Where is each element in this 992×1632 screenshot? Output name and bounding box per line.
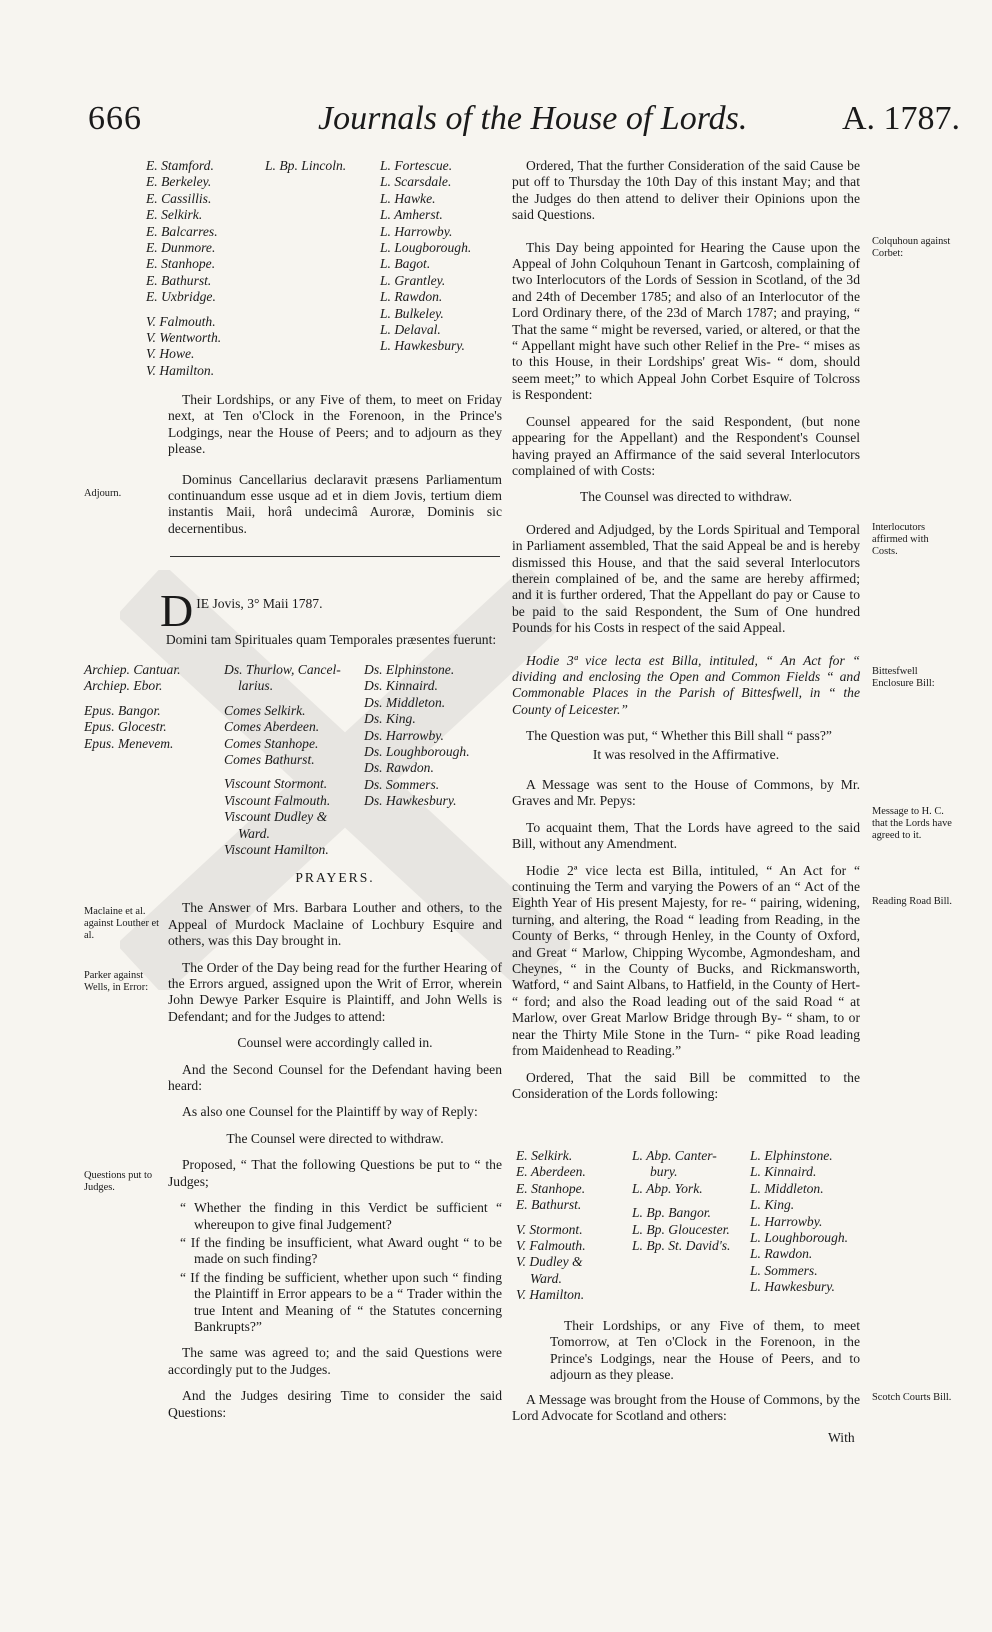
peer-name: Viscount Stormont.: [224, 776, 328, 792]
present-col-1: [84, 662, 224, 752]
withdraw-2: The Counsel was directed to withdraw.: [579, 489, 793, 505]
prayers-heading: PRAYERS.: [295, 870, 375, 885]
peer-name: V. Dudley &: [516, 1254, 583, 1270]
drop-cap: D: [160, 585, 194, 636]
peer-name: L. Grantley.: [380, 272, 446, 288]
peer-name: Ds. King.: [364, 711, 416, 727]
message-brought-block: [512, 1392, 860, 1435]
peer-name: L. Delaval.: [380, 322, 441, 338]
peer-name: E. Stamford.: [146, 158, 214, 173]
peer-name: L. Hawke.: [380, 190, 436, 206]
reading-text: Hodie 2ª vice lecta est Billa, intituled, “ An Act for “ continuing the Term and varying the Powers of an “ Act of the Eighth Year of His present Majesty, for re- “ pairing, widening, turning, and altering, the Road “ leading from Reading, in the County of Berks, “ through Henley, in the County of Oxford, and Great “ Marlow, Chipping Wycombe, Agmondesham, and Cheynes, “ in the County of Bucks, and Rickmansworth, Watford, “ and Saint Albans, to Hatfield, in the County of Hert- “ ford; and also the Road leading out of the said Road “ at Marlow, over Great Marlow Bridge through By- “ sham, to or near the Thirty Mile Stone in the Turn- “ pike Road leading from Maidenhead to Reading.”: [512, 862, 860, 1059]
judges-time: And the Judges desiring Time to consider the said Questions:: [168, 1388, 502, 1420]
peer-name: E. Berkeley.: [146, 174, 212, 190]
peer-name: E. Aberdeen.: [516, 1164, 586, 1180]
peer-name: L. Abp. Canter-: [632, 1148, 717, 1163]
peer-name: L. Sommers.: [750, 1262, 818, 1278]
peer-name: Viscount Falmouth.: [224, 792, 331, 808]
peer-name: Ward.: [530, 1270, 562, 1286]
committee2-meeting: Their Lordships, or any Five of them, to meet Tomorrow, at Ten o'Clock in the Forenoon, in the Prince's Lodgings, near the House of Peers, and to adjourn as they please.: [550, 1318, 860, 1383]
peer-name: L. Middleton.: [750, 1180, 824, 1196]
peer-name: Ds. Loughborough.: [364, 744, 470, 760]
maclaine-text: The Answer of Mrs. Barbara Louther and others, to the Appeal of Murdock Maclaine of Lochbury Esquire and others, was this Day brought in.: [168, 900, 502, 949]
date-heading: [160, 585, 502, 648]
peer-name: E. Balcarres.: [146, 223, 218, 239]
peer-name: Epus. Menevem.: [84, 735, 174, 751]
peer-name: Ds. Sommers.: [364, 776, 440, 792]
counsel-called: Counsel were accordingly called in.: [237, 1035, 433, 1051]
peer-name: L. Fortescue.: [380, 158, 453, 173]
withdraw-1: The Counsel were directed to withdraw.: [226, 1130, 444, 1146]
peer-name: V. Falmouth.: [146, 313, 216, 329]
ordered-further: Ordered, That the further Consideration of the said Cause be put off to Thursday the 10th Day of this instant May; and that the Judges do then attend to deliver their Opinions upon the said Questions.: [512, 158, 860, 223]
peer-name: L. Bulkeley.: [380, 305, 444, 321]
peer-name: L. Harrowby.: [380, 223, 453, 239]
peer-name: E. Selkirk.: [516, 1148, 573, 1163]
left-text-upper: [168, 392, 502, 547]
reply-counsel: As also one Counsel for the Plaintiff by way of Reply:: [182, 1104, 478, 1120]
margin-note-interlocutors: Interlocutors affirmed with Costs.: [872, 522, 929, 557]
peer-name: V. Falmouth.: [516, 1238, 586, 1254]
agreed: The same was agreed to; and the said Questions were accordingly put to the Judges.: [168, 1345, 502, 1377]
peer-name: V. Wentworth.: [146, 330, 222, 346]
year: A. 1787.: [842, 100, 961, 137]
peer-name: E. Stanhope.: [146, 256, 216, 272]
resolved: It was resolved in the Affirmative.: [592, 746, 780, 762]
margin-note-parker: Parker against Wells, in Error:: [84, 970, 149, 993]
bittesfwell-text: Hodie 3ª vice lecta est Billa, intituled, “ An Act for “ dividing and enclosing the Open and Common Fields “ and Commonable Places in the Parish of Bittesfwell, in “ the County of Leicester.”: [512, 652, 860, 717]
peer-name: L. Bp. St. David's.: [632, 1238, 731, 1254]
committee-col-3: [380, 158, 500, 355]
peer-name: Ds. Harrowby.: [364, 727, 444, 743]
present-col-3: [364, 662, 504, 810]
section-divider: [170, 556, 500, 557]
message-brought: A Message was brought from the House of Commons, by the Lord Advocate for Scotland and others:: [512, 1392, 860, 1424]
committee2-col-2: [632, 1148, 750, 1254]
margin-note-adjourn: Adjourn.: [84, 488, 122, 499]
peer-name: E. Selkirk.: [146, 207, 203, 223]
margin-note-maclaine: Maclaine et al. against Louther et al.: [84, 906, 160, 941]
peer-name: E. Bathurst.: [146, 272, 212, 288]
peer-name: Comes Aberdeen.: [224, 719, 320, 735]
committee-col-2: [265, 158, 375, 174]
committee2-col-3: [750, 1148, 862, 1296]
margin-note-message: Message to H. C. that the Lords have agreed to it.: [872, 806, 952, 841]
peer-name: Viscount Dudley &: [224, 809, 328, 825]
peer-name: Ds. Hawkesbury.: [364, 793, 457, 809]
acquaint: To acquaint them, That the Lords have agreed to the said Bill, without any Amendment.: [512, 819, 860, 852]
peer-name: bury.: [650, 1164, 678, 1180]
peer-name: Viscount Hamilton.: [224, 842, 329, 858]
date-line: IE Jovis, 3° Maii 1787.: [196, 596, 323, 611]
peer-name: larius.: [238, 678, 274, 694]
peer-name: L. Lougborough.: [380, 240, 472, 256]
peer-name: L. Elphinstone.: [750, 1148, 833, 1163]
peer-name: L. Amherst.: [380, 207, 443, 223]
committee-meeting: Their Lordships, or any Five of them, to meet on Friday next, at Ten o'Clock in the Forenoon, in the Prince's Lodgings, near the House of Peers; and to adjourn as they please.: [168, 392, 502, 457]
peer-name: V. Hamilton.: [146, 362, 215, 378]
committee2-col-1: [516, 1148, 628, 1304]
second-counsel: And the Second Counsel for the Defendant having been heard:: [168, 1061, 502, 1094]
parker-text: The Order of the Day being read for the further Hearing of the Errors argued, assigned upon the Writ of Error, wherein John Dewye Parker Esquire is Plaintiff, and John Wells is Defendant; and for the Judges to attend:: [168, 959, 502, 1024]
margin-note-bittesfwell: Bittesfwell Enclosure Bill:: [872, 666, 935, 689]
peer-name: E. Cassillis.: [146, 190, 212, 206]
peer-name: Ds. Middleton.: [364, 694, 446, 710]
committee2-meeting-block: [550, 1318, 860, 1394]
question-3: “ If the finding be sufficient, whether upon such “ finding the Plaintiff in Error appears to be a “ Trader within the true Intent and Meaning of “ the Statutes concerning Bankrupts?”: [180, 1269, 502, 1334]
ordered-adjudged: Ordered and Adjudged, by the Lords Spiritual and Temporal in Parliament assembled, That the said Appeal be and is hereby dismissed this House, and that the said several Interlocutors therein complained of be, and the same are hereby affirmed; and it is further ordered, That the Appellant do pay or Cause to be paid to the said Respondent, the Sum of One hundred Pounds for his Costs in respect of the said Appeal.: [512, 521, 860, 636]
peer-name: Ds. Kinnaird.: [364, 678, 438, 694]
peer-name: L. Hawkesbury.: [750, 1279, 835, 1295]
peer-name: Ward.: [238, 825, 270, 841]
page-number: 666: [88, 100, 142, 137]
peer-name: L. Bp. Lincoln.: [265, 158, 347, 173]
peer-name: L. Rawdon.: [750, 1246, 813, 1262]
present-col-2: [224, 662, 364, 858]
proposed: Proposed, “ That the following Questions be put to “ the Judges;: [168, 1157, 502, 1189]
peer-name: L. Hawkesbury.: [380, 338, 465, 354]
peer-name: V. Hamilton.: [516, 1287, 585, 1303]
peer-name: L. Kinnaird.: [750, 1164, 817, 1180]
peer-name: Ds. Thurlow, Cancel-: [224, 662, 341, 677]
peer-name: Archiep. Cantuar.: [84, 662, 181, 677]
peer-name: Epus. Glocestr.: [84, 719, 167, 735]
margin-note-scotch: Scotch Courts Bill.: [872, 1392, 952, 1403]
counsel-respondent: Counsel appeared for the said Respondent, (but none appearing for the Appellant) and the Respondent's Counsel having prayed an Affirmance of the said several Interlocutors complained of with Costs:: [512, 413, 860, 478]
margin-note-colquhoun: Colquhoun against Corbet:: [872, 236, 951, 259]
peer-name: E. Stanhope.: [516, 1180, 586, 1196]
left-text-lower: [168, 870, 502, 1431]
peer-name: L. Bp. Gloucester.: [632, 1221, 730, 1237]
right-text-upper: [512, 158, 860, 1112]
margin-note-reading: Reading Road Bill.: [872, 896, 952, 907]
peer-name: E. Bathurst.: [516, 1197, 582, 1213]
peer-name: L. Abp. York.: [632, 1180, 703, 1196]
message-sent: A Message was sent to the House of Commons, by Mr. Graves and Mr. Pepys:: [512, 777, 860, 809]
peer-name: L. Harrowby.: [750, 1213, 823, 1229]
peer-name: Archiep. Ebor.: [84, 678, 163, 694]
peer-name: L. Scarsdale.: [380, 174, 452, 190]
peer-name: L. Bagot.: [380, 256, 431, 272]
question-1: “ Whether the finding in this Verdict be sufficient “ whereupon to give final Judgement?: [180, 1200, 502, 1232]
question-2: “ If the finding be insufficient, what Award ought “ to be made on such finding?: [180, 1234, 502, 1267]
peer-name: Comes Stanhope.: [224, 735, 319, 751]
catchword: With: [828, 1430, 855, 1445]
committee-col-1: [146, 158, 256, 379]
present-line: Domini tam Spirituales quam Temporales præsentes fuerunt:: [165, 632, 497, 647]
peer-name: V. Howe.: [146, 346, 195, 362]
margin-note-questions: Questions put to Judges.: [84, 1170, 153, 1193]
peer-name: L. Rawdon.: [380, 289, 443, 305]
colquhoun-text: This Day being appointed for Hearing the Cause upon the Appeal of John Colquhoun Tenant in Gartcosh, complaining of two Interlocutors of the Lords of Session in Scotland, of the 3d and 24th of December 1785; and also of an Interlocutor of the Lord Ordinary there, of the 23d of March 1787; and praying, “ That the same “ might be reversed, varied, or altered, or that the “ Appellant might have such other Relief in the Pre- “ mises as to this House, in their Lordships' great Wis- “ dom, should seem meet;” to which Appeal John Corbet Esquire of Tolcross is Respondent:: [512, 239, 860, 403]
peer-name: Ds. Elphinstone.: [364, 662, 455, 677]
peer-name: V. Stormont.: [516, 1221, 583, 1237]
peer-name: Comes Selkirk.: [224, 702, 306, 718]
peer-name: E. Uxbridge.: [146, 289, 216, 305]
peer-name: L. Bp. Bangor.: [632, 1205, 711, 1221]
adjourn-text: Dominus Cancellarius declaravit præsens Parliamentum continuandum esse usque ad et in diem Jovis, tertium diem instantis Maii, horâ undecimâ Auroræ, Dominis sic decernentibus.: [168, 471, 502, 536]
ordered-committed: Ordered, That the said Bill be committed to the Consideration of the Lords following:: [512, 1069, 860, 1101]
question-put: The Question was put, “ Whether this Bill shall “ pass?”: [526, 728, 832, 744]
peer-name: Comes Bathurst.: [224, 752, 315, 768]
peer-name: L. Loughborough.: [750, 1230, 849, 1246]
running-title: Journals of the House of Lords.: [318, 100, 748, 137]
peer-name: Ds. Rawdon.: [364, 760, 434, 776]
peer-name: L. King.: [750, 1197, 795, 1213]
peer-name: E. Dunmore.: [146, 240, 216, 256]
peer-name: Epus. Bangor.: [84, 702, 161, 718]
